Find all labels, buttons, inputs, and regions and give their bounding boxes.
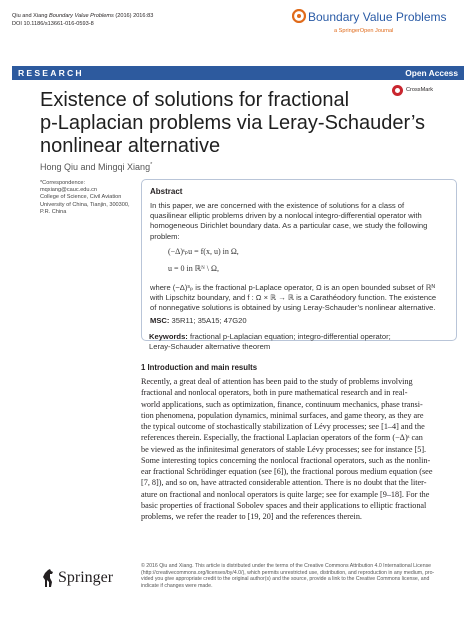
body-line: world applications, such as optimization, finance, continuum mechanics, phase transi- <box>141 399 423 409</box>
citation-volume: (2016) 2016:83 <box>115 13 154 19</box>
abstract-heading: Abstract <box>150 187 183 196</box>
citation-authors: Qiu and Xiang <box>12 13 48 19</box>
body-line: basic properties of fractional Sobolev spaces and their applications to elliptic fractional <box>141 500 427 510</box>
intro-paragraph <box>141 376 459 522</box>
body-line: fractional and nonlocal operators, both in pure mathematical research and in real- <box>141 388 408 398</box>
msc-label: MSC: <box>150 316 170 325</box>
title-line: Existence of solutions for fractional <box>40 89 350 111</box>
crossmark-label: CrossMark <box>406 87 434 93</box>
body-line: ature on fractional and nonlocal operators is quite large; see for example [9–18]. For the <box>141 489 430 499</box>
article-type-label: RESEARCH <box>18 68 84 78</box>
license-notice <box>141 563 461 589</box>
msc-codes: 35R11; 35A15; 47G20 <box>171 316 247 325</box>
abstract-line: quasilinear elliptic problems driven by a nonlocal integro-differential operator with <box>150 211 422 221</box>
keywords-line: Leray-Schauder alternative theorem <box>149 342 271 352</box>
title-line: nonlinear alternative <box>40 135 221 157</box>
keywords-block <box>149 332 449 352</box>
license-line: indicate if changes were made. <box>141 582 213 589</box>
license-line: © 2016 Qiu and Xiang. This article is distributed under the terms of the Creative Commons Attribution 4.0 International License <box>141 563 432 569</box>
affiliation-line: College of Science, Civil Aviation <box>40 194 122 201</box>
abstract-line: problem: <box>150 231 180 241</box>
problem-equation-1: (−Δ)ˢₚu = f(x, u) in Ω, <box>168 247 239 256</box>
abstract-line: with Lipschitz boundary, and f : Ω × ℝ → ℝ is a Carathéodory function. The existence <box>150 293 437 303</box>
journal-logo[interactable] <box>292 6 464 40</box>
springer-logo[interactable] <box>42 568 142 592</box>
citation-journal: Boundary Value Problems <box>49 13 114 19</box>
author-names[interactable]: Hong Qiu and Mingqi Xiang <box>40 162 151 172</box>
article-type-bar <box>12 66 464 80</box>
body-line: Some interesting topics concerning the nonlocal fractional operators, such as the nonlin- <box>141 455 431 465</box>
abstract-line: homogeneous Dirichlet boundary data. As a particular case, we study the following <box>150 221 428 231</box>
body-line: problems, we refer the reader to [19, 20] and the references therein. <box>141 512 362 521</box>
body-line: [7, 8]), and so on, have attracted considerable attention. There is no doubt that the liter- <box>141 478 427 488</box>
body-line: ear fractional Schrödinger equation (see [6]), the fractional porous medium equation (see <box>141 467 433 476</box>
abstract-continuation <box>150 283 450 314</box>
publisher-name: Springer <box>58 569 114 586</box>
abstract-line: In this paper, we are concerned with the existence of solutions for a class of <box>150 201 405 210</box>
journal-name: Boundary Value Problems <box>308 10 447 24</box>
body-line: tion phenomena, population dynamics, minimal surfaces, and game theory, as they are <box>141 410 424 420</box>
affiliation-line: P.R. China <box>40 208 67 215</box>
body-line: Recently, a great deal of attention has been paid to the study of problems involving <box>141 377 413 386</box>
body-line: the typical outcome of stochastically stabilization of Lévy processes; see [1–4] and the <box>141 422 425 431</box>
author-list <box>40 162 152 172</box>
abstract-line: of nonnegative solutions is obtained by using Leray-Schauder’s nonlinear alternative. <box>150 303 436 313</box>
problem-equation-2: u = 0 in ℝᴺ \ Ω, <box>168 264 219 273</box>
abstract-box <box>141 179 457 341</box>
body-line: references therein. Especially, the fractional Laplacian operators of the form (−Δ)ˢ can <box>141 433 423 443</box>
springeropen-mark-icon <box>292 9 306 23</box>
affiliation-line: University of China, Tianjin, 300300, <box>40 201 130 208</box>
abstract-intro <box>150 201 450 242</box>
corresponding-author-mark: * <box>150 162 153 168</box>
title-line: p-Laplacian problems via Leray-Schauder’s <box>40 112 426 134</box>
citation-line <box>12 13 153 21</box>
open-access-label[interactable]: Open Access <box>405 68 458 78</box>
license-line[interactable]: (http://creativecommons.org/licenses/by/4.0/), which permits unrestricted use, distribution, and reproduction in any medium, pro- <box>141 569 435 576</box>
abstract-line: where (−Δ)ˢₚ is the fractional p-Laplace operator, Ω is an open bounded subset of ℝᴺ <box>150 283 435 292</box>
journal-subtitle: a SpringerOpen Journal <box>334 28 394 34</box>
license-line: vided you give appropriate credit to the original author(s) and the source, provide a link to the Creative Commons license, and <box>141 576 430 583</box>
doi-text[interactable]: DOI 10.1186/s13661-016-0593-8 <box>12 20 94 27</box>
keywords-line: fractional p-Laplacian equation; integro-differential operator; <box>189 332 391 341</box>
msc-line <box>150 316 450 326</box>
correspondence-label: *Correspondence: <box>40 180 86 186</box>
section-heading: 1 Introduction and main results <box>141 363 258 372</box>
springer-horse-icon <box>42 568 54 588</box>
article-meta <box>12 13 153 28</box>
correspondence-block <box>40 180 130 216</box>
body-line: be viewed as the infinitesimal generators of stable Lévy processes; see for instance [5]. <box>141 444 427 454</box>
keywords-label: Keywords: <box>149 332 188 341</box>
article-title <box>40 89 440 158</box>
correspondence-email[interactable]: mqxiang@cauc.edu.cn <box>40 187 97 194</box>
